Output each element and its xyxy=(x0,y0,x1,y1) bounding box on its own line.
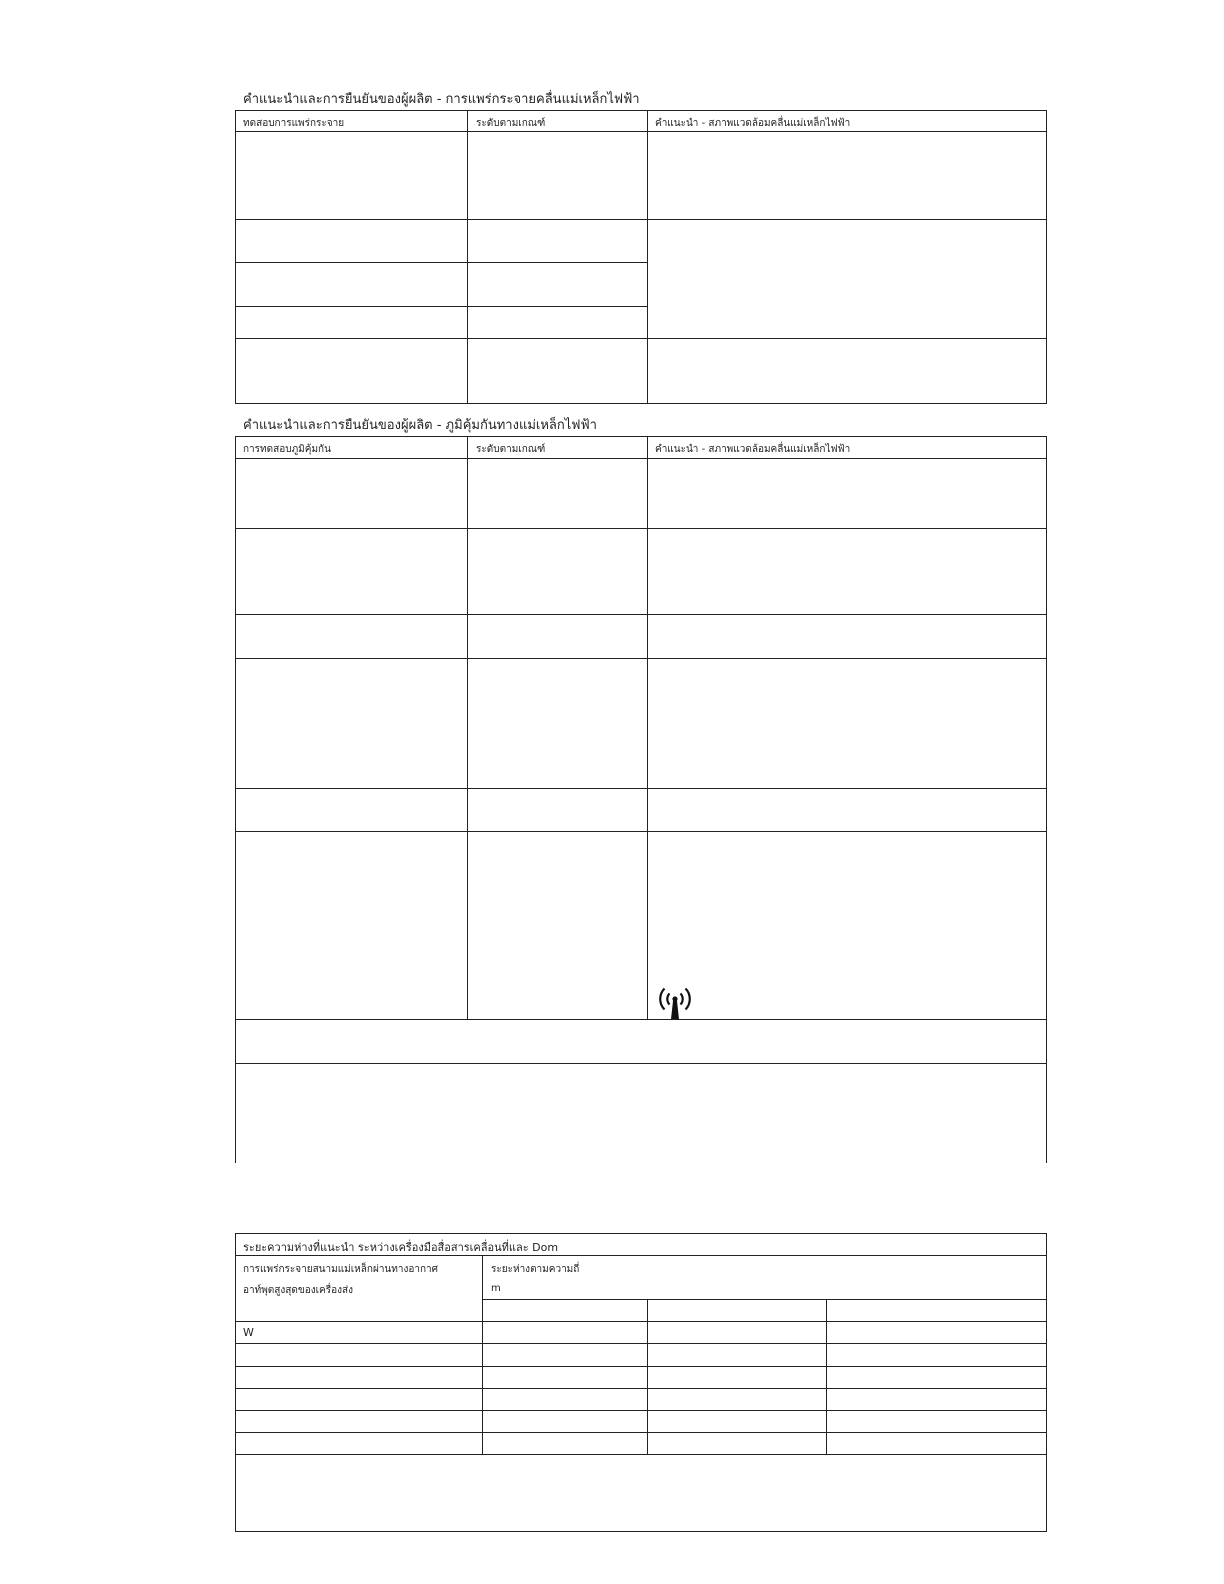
immunity-col-divider-1 xyxy=(467,436,468,1020)
immunity-row-divider xyxy=(235,831,1047,832)
emission-table xyxy=(235,110,1047,404)
immunity-row-divider xyxy=(235,1063,1047,1064)
distance-row-divider xyxy=(235,1454,1047,1455)
distance-header-unit: m xyxy=(491,1283,501,1294)
immunity-row-divider xyxy=(235,614,1047,615)
distance-row-divider xyxy=(235,1388,1047,1389)
immunity-row-divider xyxy=(235,1019,1047,1020)
emission-header-test: ทดสอบการแพร่กระจาย xyxy=(243,118,345,129)
distance-subheader-divider xyxy=(482,1299,1047,1300)
distance-header-frequency: ระยะห่างตามความถี่ xyxy=(491,1264,580,1275)
immunity-col-divider-2 xyxy=(647,436,648,1020)
emission-col-divider-1 xyxy=(467,110,468,404)
immunity-row-divider xyxy=(235,528,1047,529)
emission-row-divider xyxy=(235,262,647,263)
immunity-header-divider xyxy=(235,458,1047,459)
distance-header-power-line1: การแพร่กระจายสนามแม่เหล็กผ่านทางอากาศ xyxy=(243,1264,438,1275)
emission-row-divider xyxy=(235,219,1047,220)
immunity-header-test: การทดสอบภูมิคุ้มกัน xyxy=(243,444,331,455)
distance-header-power-line2: อาท์พุตสูงสุดของเครื่องส่ง xyxy=(243,1285,353,1296)
emission-col-divider-2 xyxy=(647,110,648,404)
distance-row-divider xyxy=(235,1410,1047,1411)
distance-header-divider xyxy=(235,1321,1047,1322)
immunity-row-divider xyxy=(235,788,1047,789)
distance-table-title: ระยะความห่างที่แนะนำ ระหว่างเครื่องมือสื่อสารเคลื่อนที่และ Dom xyxy=(243,1241,559,1254)
distance-row-divider xyxy=(235,1432,1047,1433)
emission-header-compliance: ระดับตามเกณฑ์ xyxy=(476,118,546,129)
immunity-table xyxy=(235,436,1047,1163)
emission-section-title: คำแนะนำและการยืนยันของผู้ผลิต - การแพร่กระจายคลื่นแม่เหล็กไฟฟ้า xyxy=(243,92,640,107)
distance-power-unit: W xyxy=(243,1326,254,1339)
non-ionizing-radiation-icon xyxy=(655,983,695,1019)
immunity-section-title: คำแนะนำและการยืนยันของผู้ผลิต - ภูมิคุ้มกันทางแม่เหล็กไฟฟ้า xyxy=(243,418,597,433)
emission-header-guidance: คำแนะนำ - สภาพแวดล้อมคลื่นแม่เหล็กไฟฟ้า xyxy=(655,118,851,129)
immunity-header-guidance: คำแนะนำ - สภาพแวดล้อมคลื่นแม่เหล็กไฟฟ้า xyxy=(655,444,851,455)
distance-col-divider-1 xyxy=(482,1255,483,1455)
immunity-row-divider xyxy=(235,658,1047,659)
distance-table xyxy=(235,1233,1047,1532)
immunity-header-compliance: ระดับตามเกณฑ์ xyxy=(476,444,546,455)
emission-row-divider xyxy=(235,338,1047,339)
distance-row-divider xyxy=(235,1343,1047,1344)
emission-header-divider xyxy=(235,131,1047,132)
emission-row-divider xyxy=(235,306,647,307)
distance-row-divider xyxy=(235,1366,1047,1367)
